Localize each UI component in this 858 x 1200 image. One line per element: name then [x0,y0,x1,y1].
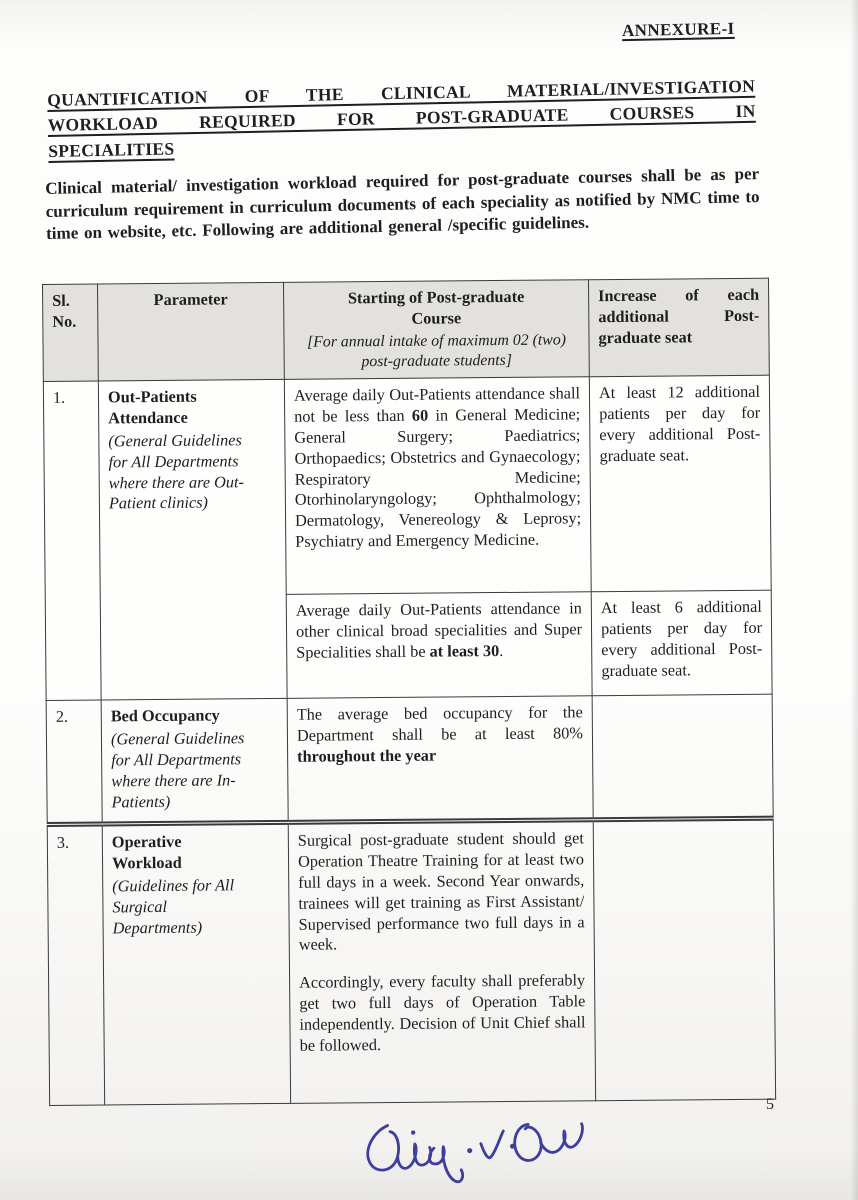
row1-parameter-note: (General Guidelines for All Departments where there are Out- Patient clinics) [108,430,245,513]
row1b-increase-requirement: At least 6 additional patients per day for every additional Post-graduate seat. [591,590,772,696]
intro-paragraph: Clinical material/ investigation workload required for post-graduate courses shall be as per curriculum requirement in curriculum documents of each speciality as notified by NMC time to time on website, etc. Following are additional general /specific guidelines. [45,164,760,244]
row3-starting-requirement [288,820,595,1104]
row3-parameter-note: (Guidelines for All Surgical Departments) [112,875,235,938]
table-row-2 [46,694,773,824]
header-starting-course [283,280,589,380]
signature-dot-1 [468,1148,472,1152]
document-title [47,74,756,164]
row1b-text-post: . [499,640,504,660]
row2-serial: 2. [46,700,102,824]
table-row-3 [47,818,775,1105]
row1b-text-bold: at least 30 [429,640,500,661]
guidelines-table [42,278,776,1106]
header-increase-line-1: Increase of each [598,284,760,306]
row2-increase-requirement [592,694,773,820]
row1a-text-pre: Average daily Out-Patients attendance shall not be less than [293,383,581,426]
signature-dot-i [411,1131,415,1135]
row1b-text-pre: Average daily Out-Patients attendance in other clinical broad specialities and Super Specialities shall be [295,598,583,662]
table-header-row [43,278,770,381]
row1a-text-bold: 60 [411,405,429,425]
header-increase-line-3: graduate seat [598,327,693,347]
row3-parameter-title: Operative Workload [111,831,182,873]
signature-stroke-v [480,1131,504,1158]
title-line-1: QUANTIFICATION OF THE CLINICAL MATERIAL/INVESTIGATION [47,75,756,110]
row1a-text-post: in General Medicine; General Surgery; Paediatrics; Orthopaedics; Obstetrics and Gynaecology; Respiratory Medicine; Otorhinolaryngology; Ophthalmology; Dermatology, Venereology & Leprosy; Psychiatry and Emergency Medicine. [294,404,582,551]
row2-parameter [101,699,288,825]
header-starting-course-note: [For annual intake of maximum 02 (two) post-graduate students] [307,331,567,371]
row3-paragraph-1: Surgical post-graduate student should get Operation Theatre Training for at least two full days in a week. Second Year onwards, trainees will get training as First Assistant/ Supervised performance two full days in a week. [297,828,585,955]
row1-parameter-title: Out-Patients Attendance [107,386,197,428]
header-increase-seat [588,278,769,377]
row2-starting-requirement [287,696,593,823]
row2-text-bold: throughout the year [297,745,437,766]
row1b-starting-requirement [286,592,592,699]
signature-stroke-oza [514,1122,584,1162]
row2-parameter-title: Bed Occupancy [110,705,220,726]
row3-serial: 3. [47,824,104,1105]
row2-text-pre: The average bed occupancy for the Department shall be at least 80% [296,702,584,745]
title-line-2: WORKLOAD REQUIRED FOR POST-GRADUATE COURSES IN [47,101,756,136]
row1a-increase-requirement: At least 12 additional patients per day for every additional Post-graduate seat. [589,375,771,592]
row1-parameter [98,380,287,701]
annexure-label: ANNEXURE-I [621,18,735,41]
header-sl-no: Sl. No. [43,284,99,382]
header-starting-course-title: Starting of Post-graduate Course [347,286,525,328]
page-number: 5 [766,1096,774,1113]
signature-dot-2 [510,1144,514,1148]
table-row-1a [43,375,771,596]
row1-serial: 1. [43,381,101,700]
row3-paragraph-2: Accordingly, every faculty shall preferably get two full days of Operation Table independently. Decision of Unit Chief shall be followed. [299,970,586,1055]
header-parameter: Parameter [98,282,285,381]
row3-increase-requirement [593,818,775,1101]
title-line-3: SPECIALITIES [48,138,175,161]
signature-handwritten [348,1097,610,1198]
row2-parameter-note: (General Guidelines for All Departments where there are In- Patients) [110,728,245,812]
row3-parameter [102,823,290,1106]
row1a-starting-requirement [284,377,591,595]
header-increase-line-2: additional Post- [598,305,760,327]
